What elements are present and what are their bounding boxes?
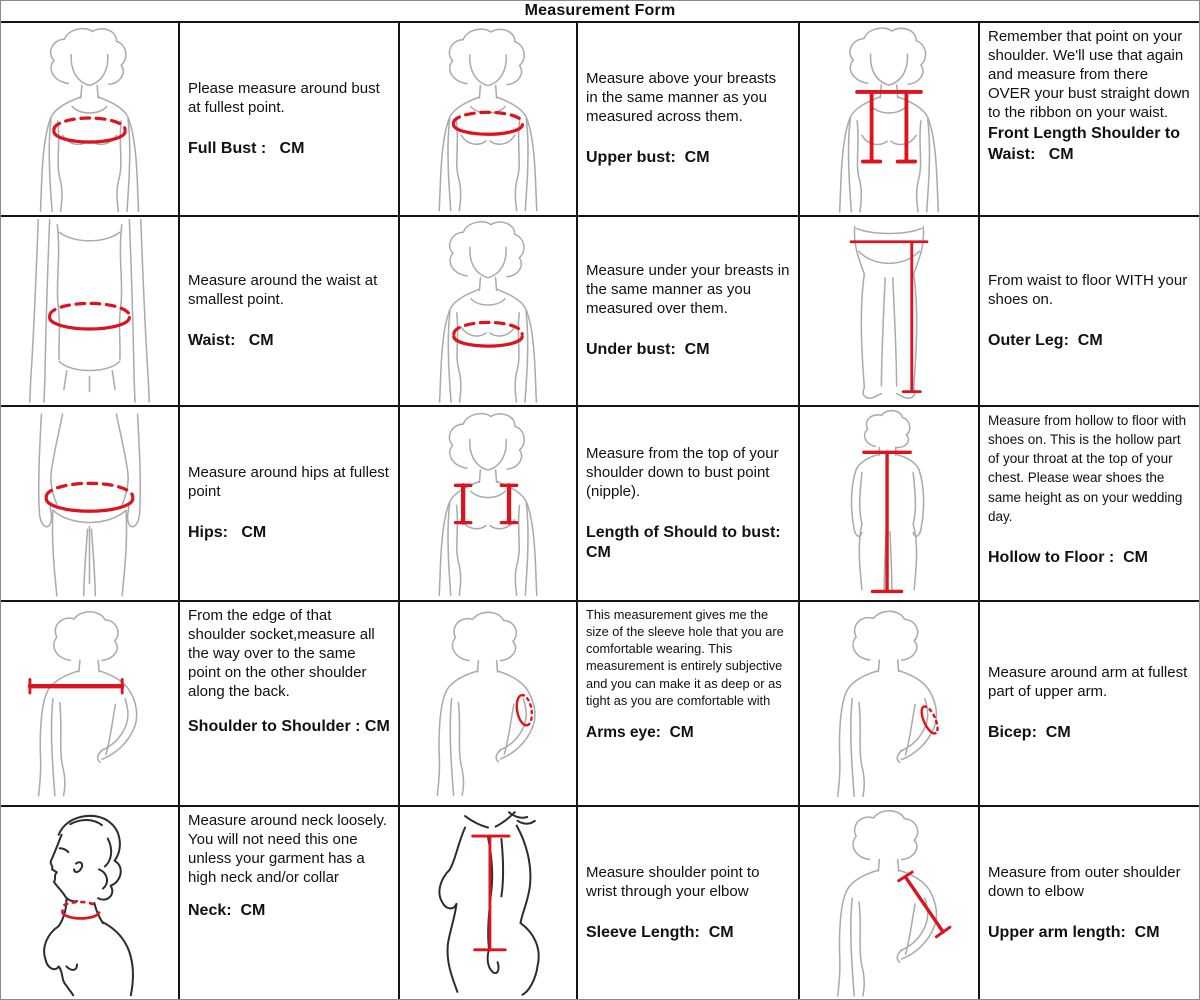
instruction-text: Measure from the top of your shoulder down to bust point (nipple). [586,444,783,500]
instruction-text: From the edge of that shoulder socket,measure all the way over to the same point on the other shoulder along the back. [188,607,379,701]
arms-eye-figure [402,604,574,803]
bicep-figure [802,604,976,803]
measurement-label: Neck: CM [188,902,266,920]
hips-figure [3,409,176,598]
shoulder-to-bust-figure-cell [400,407,578,602]
upper-arm-length-text-cell [980,807,1199,999]
shoulder-to-bust-text-cell [578,407,800,602]
bicep-text-cell [980,602,1199,807]
waist-figure-cell [1,217,180,407]
instruction-text: Measure around hips at fullest point [188,464,394,501]
instruction-text: Measure under your breasts in the same manner as you measured over them. [586,262,794,318]
hollow-to-floor-figure [802,409,976,598]
measurement-label: Hips: CM [188,524,267,542]
under-bust-figure [402,219,574,403]
sleeve-length-figure [402,809,574,997]
outer-leg-text-cell [980,217,1199,407]
full-bust-figure [3,25,176,213]
full-bust-text-cell [180,23,400,217]
shoulder-to-bust-figure [402,409,574,598]
page-title: Measurement Form [1,1,1199,23]
measurement-label: Front Length Shoulder to Waist: CM [988,125,1185,163]
hips-figure-cell [1,407,180,602]
upper-bust-figure [402,25,574,213]
upper-bust-text-cell [578,23,800,217]
shoulder-to-shoulder-figure-cell [1,602,180,807]
instruction-text: Please measure around bust at fullest point. [188,79,384,116]
instruction-text: Measure around neck loosely. You will not need this one unless your garment has a high neck and/or collar [188,812,391,887]
upper-arm-length-figure [802,809,976,997]
upper-bust-figure-cell [400,23,578,217]
waist-text-cell [180,217,400,407]
full-bust-figure-cell [1,23,180,217]
hollow-to-floor-text-cell [980,407,1199,602]
arms-eye-figure-cell [400,602,578,807]
upper-arm-length-figure-cell [800,807,980,999]
bicep-figure-cell [800,602,980,807]
under-bust-figure-cell [400,217,578,407]
instruction-text: Measure from hollow to floor with shoes on. This is the hollow part of your throat at the top of your chest. Please wear shoes the same height as on your wedding day. [988,413,1190,524]
measurement-label: Shoulder to Shoulder : CM [188,718,390,736]
measurement-label: Length of Should to bust: CM [586,523,790,562]
measurement-label: Hollow to Floor : CM [988,548,1148,566]
measurement-label: Arms eye: CM [586,723,694,741]
instruction-text: Remember that point on your shoulder. We'll use that again and measure from there OVER your bust straight down to the ribbon on your waist. [988,28,1194,122]
measurement-label: Bicep: CM [988,724,1071,742]
front-length-figure-cell [800,23,980,217]
sleeve-length-figure-cell [400,807,578,999]
measurement-label: Sleeve Length: CM [586,923,734,941]
neck-text-cell [180,807,400,999]
shoulder-to-shoulder-figure [3,604,176,803]
measurement-label: Under bust: CM [586,341,710,359]
measurement-label: Outer Leg: CM [988,331,1103,349]
measurement-label: Waist: CM [188,331,274,349]
hips-text-cell [180,407,400,602]
instruction-text: Measure around the waist at smallest point. [188,271,382,308]
arms-eye-text-cell [578,602,800,807]
instruction-text: Measure from outer shoulder down to elbow [988,863,1185,900]
measurement-label: Full Bust : CM [188,139,305,157]
measurement-label: Upper bust: CM [586,149,710,167]
instruction-text: Measure shoulder point to wrist through your elbow [586,863,764,900]
instruction-text: Measure around arm at fullest part of upper arm. [988,664,1192,701]
hollow-to-floor-figure-cell [800,407,980,602]
waist-figure [3,219,176,403]
measurement-label: Upper arm length: CM [988,923,1160,941]
under-bust-text-cell [578,217,800,407]
neck-figure [3,809,176,997]
shoulder-to-shoulder-text-cell [180,602,400,807]
instruction-text: From waist to floor WITH your shoes on. [988,271,1192,308]
sleeve-length-text-cell [578,807,800,999]
outer-leg-figure [802,219,976,403]
instruction-text: Measure above your breasts in the same manner as you measured across them. [586,70,781,126]
front-length-text-cell [980,23,1199,217]
instruction-text: This measurement gives me the size of the sleeve hole that you are comfortable wearing. This measurement is entirely subjective and you can make it as deep or as tight as you are comfortable with [586,607,788,708]
outer-leg-figure-cell [800,217,980,407]
neck-figure-cell [1,807,180,999]
front-length-figure [802,25,976,213]
